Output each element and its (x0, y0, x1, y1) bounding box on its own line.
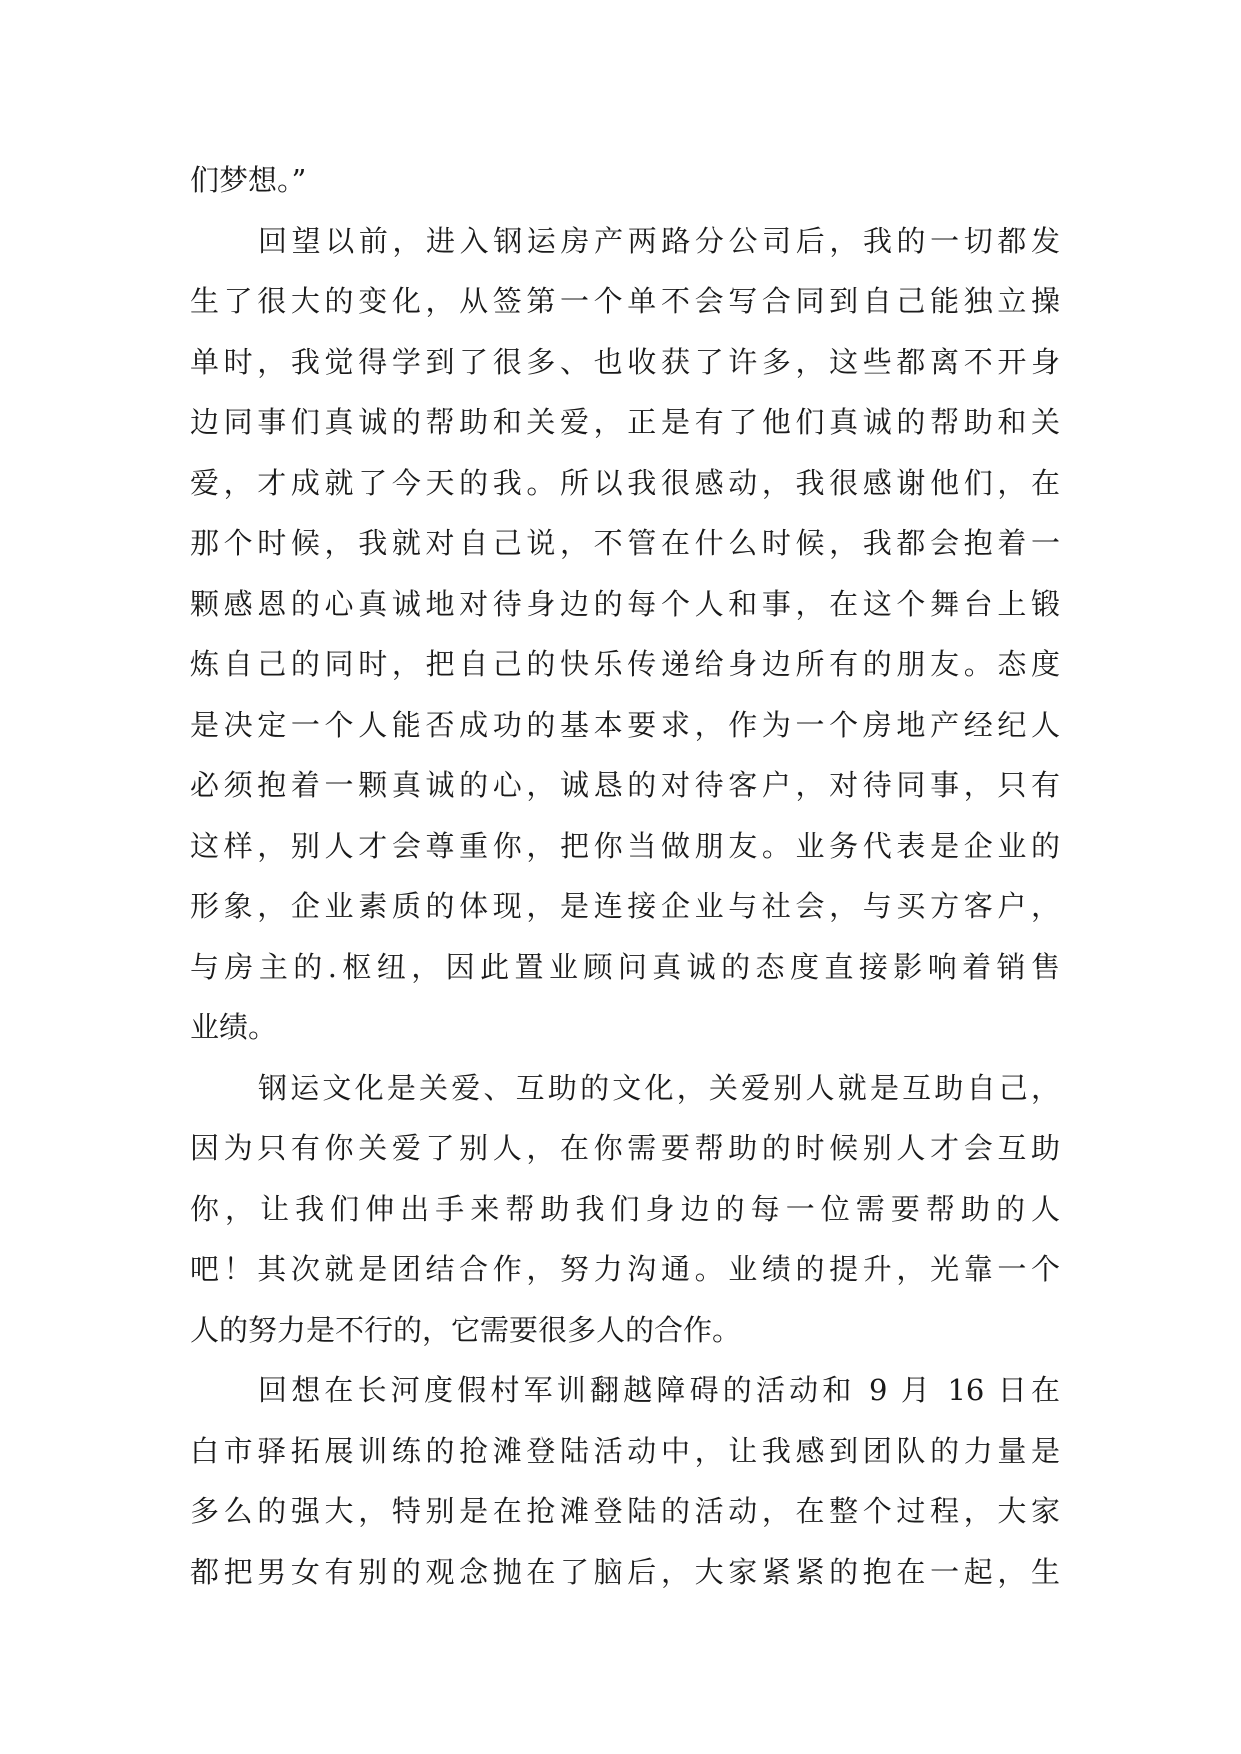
text-line: 白市驿拓展训练的抢滩登陆活动中，让我感到团队的力量是 (190, 1433, 1060, 1468)
text-line: 因为只有你关爱了别人，在你需要帮助的时候别人才会互助 (190, 1131, 1060, 1165)
text-line: 业绩。 (190, 1010, 278, 1044)
text-line: 那个时候，我就对自己说，不管在什么时候，我都会抱着一 (190, 526, 1060, 560)
text-line: 边同事们真诚的帮助和关爱，正是有了他们真诚的帮助和关 (190, 405, 1060, 439)
paragraph-first-line: 回望以前，进入钢运房产两路分公司后，我的一切都发 (258, 223, 1060, 258)
text-line: 多么的强大，特别是在抢滩登陆的活动，在整个过程，大家 (190, 1494, 1060, 1528)
text-line: 爱，才成就了今天的我。所以我很感动，我很感谢他们，在 (190, 465, 1060, 500)
text-line: 是决定一个人能否成功的基本要求，作为一个房地产经纪人 (190, 707, 1060, 742)
body-text (190, 150, 1060, 1602)
text-line: 与房主的.枢纽，因此置业顾问真诚的态度直接影响着销售 (190, 949, 1060, 984)
text-line: 单时，我觉得学到了很多、也收获了许多，这些都离不开身 (190, 344, 1060, 379)
text-line: 这样，别人才会尊重你，把你当做朋友。业务代表是企业的 (190, 828, 1060, 863)
text-line: 你，让我们伸出手来帮助我们身边的每一位需要帮助的人 (190, 1191, 1060, 1226)
text-line: 生了很大的变化，从签第一个单不会写合同到自己能独立操 (190, 284, 1060, 318)
text-line: 们梦想。” (190, 163, 307, 197)
paragraph-first-line: 回想在长河度假村军训翻越障碍的活动和 9 月 16 日在 (258, 1373, 1060, 1407)
text-line: 形象，企业素质的体现，是连接企业与社会，与买方客户， (190, 889, 1060, 923)
text-line: 都把男女有别的观念抛在了脑后，大家紧紧的抱在一起，生 (190, 1554, 1060, 1589)
text-line: 颗感恩的心真诚地对待身边的每个人和事，在这个舞台上锻 (190, 586, 1060, 621)
text-line: 人的努力是不行的，它需要很多人的合作。 (190, 1312, 742, 1347)
text-line: 炼自己的同时，把自己的快乐传递给身边所有的朋友。态度 (190, 647, 1060, 681)
paragraph-first-line: 钢运文化是关爱、互助的文化，关爱别人就是互助自己， (258, 1070, 1060, 1105)
text-line: 吧！其次就是团结合作，努力沟通。业绩的提升，光靠一个 (190, 1252, 1060, 1286)
text-line: 必须抱着一颗真诚的心，诚恳的对待客户，对待同事，只有 (190, 768, 1060, 802)
